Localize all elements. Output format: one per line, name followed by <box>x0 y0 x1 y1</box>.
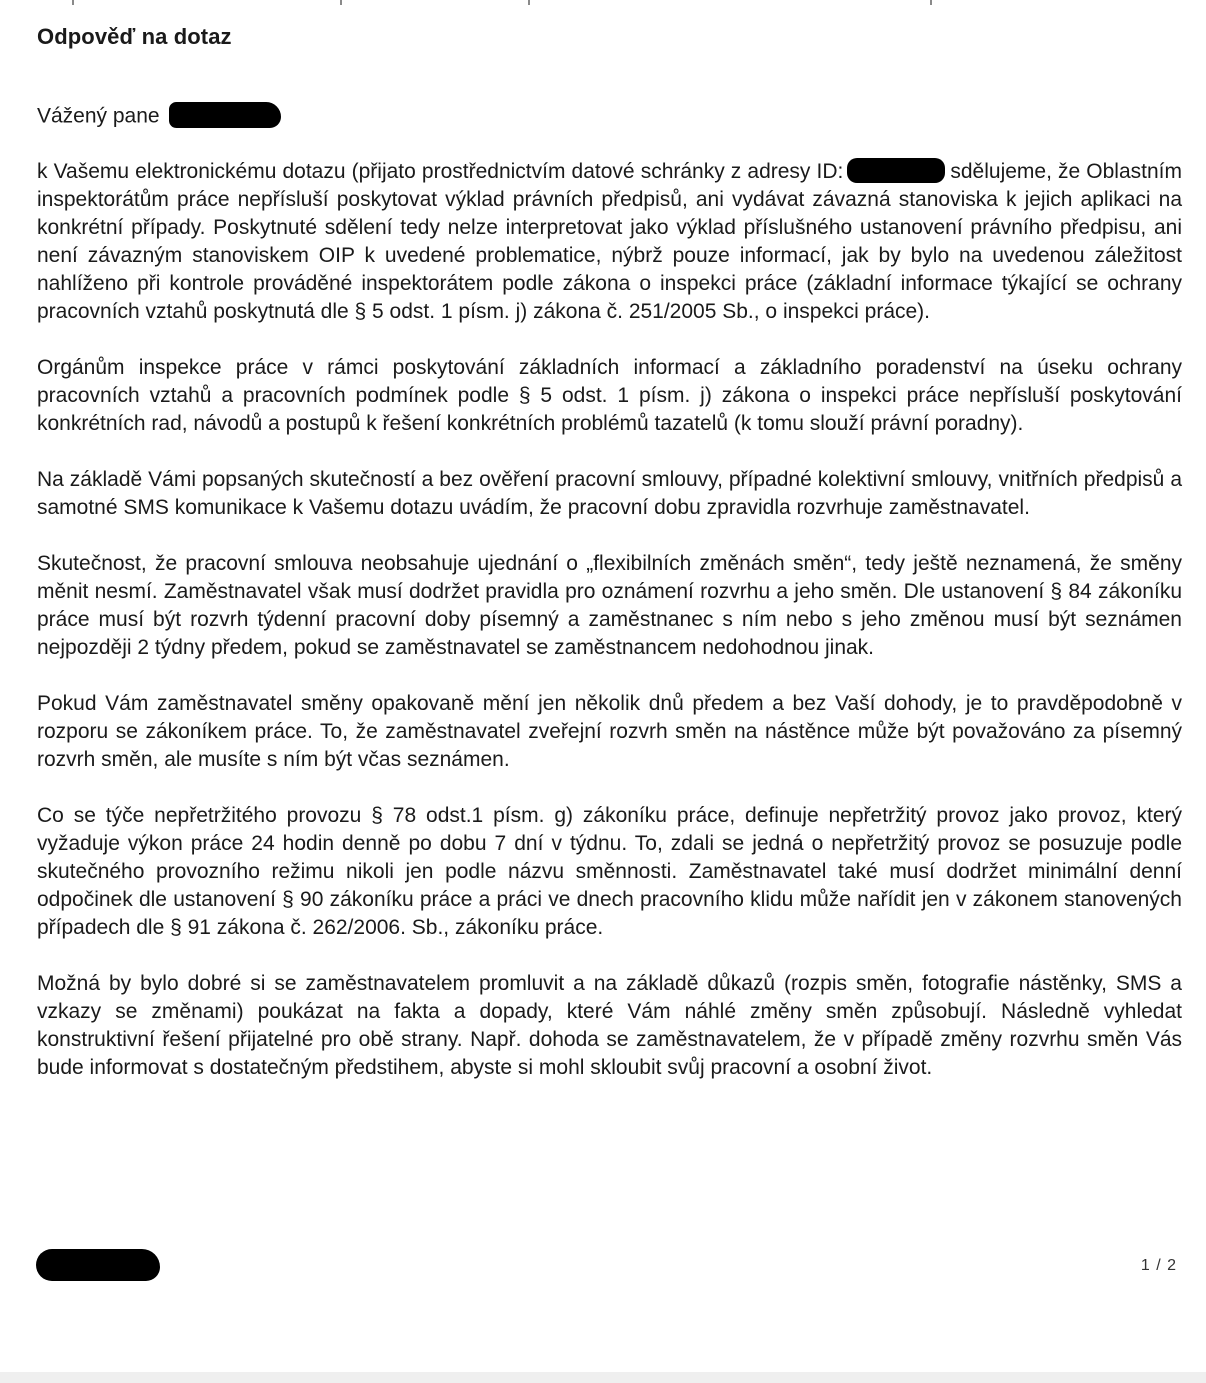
document-heading: Odpověď na dotaz <box>37 24 232 49</box>
redacted-name-block <box>169 102 281 128</box>
intro-text-before: k Vašemu elektronickému dotazu (přijato prostřednictvím datové schránky z adresy ID: <box>37 160 844 183</box>
paragraph-continuous-operation: Co se týče nepřetržitého provozu § 78 odst.1 písm. g) zákoníku práce, definuje nepřetržitý provoz jako provoz, který vyžaduje výkon práce 24 hodin denně po dobu 7 dní v týdnu. To, zdali se jedná o nepřetržitý provoz se posuzuje podle skutečného provozního režimu nikoli jen podle názvu směnnosti. Zaměstnavatel také musí dodržet minimální denní odpočinek dle ustanovení § 90 zákoníku práce a práci ve dnech pracovního klidu může nařídit jen v zákonem stanovených případech dle § 91 zákona č. 262/2006. Sb., zákoníku práce. <box>37 804 1182 939</box>
greeting-text: Vážený pane <box>37 104 160 128</box>
page-number: 1 / 2 <box>1140 1257 1177 1274</box>
paragraph-inspection-scope: Orgánům inspekce práce v rámci poskytování základních informací a základního poradenství na úseku ochrany pracovních vztahů a pracovních podmínek podle § 5 odst. 1 písm. j) zákona o inspekci práce nepřísluší poskytování konkrétních rad, návodů a postupů k řešení konkrétních problémů tazatelů (k tomu slouží právní poradny). <box>37 356 1182 435</box>
paragraph-recommendation: Možná by bylo dobré si se zaměstnavatelem promluvit a na základě důkazů (rozpis směn, fotografie nástěnky, SMS a vzkazy se změnami) poukázat na fakta a dopady, které Vám náhlé změny směn způsobují. Následně vyhledat konstruktivní řešení přijatelné pro obě strany. Např. dohoda se zaměstnavatelem, že v případě změny rozvrhu směn Vás bude informovat s dostatečným předstihem, abyste si mohl skloubit svůj pracovní a osobní život. <box>37 972 1182 1079</box>
redacted-signature-block <box>36 1249 160 1281</box>
intro-text-after: sdělujeme, že Oblastním inspektorátům práce nepřísluší poskytovat výklad právních předpisů, ani vydávat závazná stanoviska k jejich aplikaci na konkrétní případy. Poskytnuté sdělení tedy nelze interpretovat jako výklad příslušného ustanovení právního předpisu, ani není závazným stanoviskem OIP k uvedené problematice, nýbrž pouze informací, jak by bylo na uvedenou záležitost nahlíženo při kontrole prováděné inspektorátem podle zákona o inspekci práce (základní informace týkající se ochrany pracovních vztahů poskytnutá dle § 5 odst. 1 písm. j) zákona č. 251/2005 Sb., o inspekci práce). <box>37 160 1182 323</box>
bottom-strip <box>0 1372 1206 1383</box>
letter-body <box>37 158 1182 1110</box>
paragraph-shift-changes: Skutečnost, že pracovní smlouva neobsahuje ujednání o „flexibilních změnách směn“, tedy ještě neznamená, že směny měnit nesmí. Zaměstnavatel však musí dodržet pravidla pro oznámení rozvrhu a jeho směn. Dle ustanovení § 84 zákoníku práce musí být rozvrh týdenní pracovní doby písemný a zaměstnanec s ním nebo s jeho změnou musí být seznámen nejpozději 2 týdny předem, pokud se zaměstnavatel se zaměstnancem nedohodnou jinak. <box>37 552 1182 659</box>
redacted-id-block <box>847 158 945 183</box>
greeting-line <box>37 104 281 130</box>
paragraph-working-time: Na základě Vámi popsaných skutečností a bez ověření pracovní smlouvy, případné kolektivní smlouvy, vnitřních předpisů a samotné SMS komunikace k Vašemu dotazu uvádím, že pracovní dobu zpravidla rozvrhuje zaměstnavatel. <box>37 468 1182 519</box>
paragraph-labour-code-conflict: Pokud Vám zaměstnavatel směny opakovaně mění jen několik dnů předem a bez Vaší dohody, je to pravděpodobně v rozporu se zákoníkem práce. To, že zaměstnavatel zveřejní rozvrh směn na nástěnce může být považováno za písemný rozvrh směn, ale musíte s ním být včas seznámen. <box>37 692 1182 771</box>
paragraph-intro <box>37 158 1182 326</box>
top-edge-marks <box>0 0 1206 6</box>
